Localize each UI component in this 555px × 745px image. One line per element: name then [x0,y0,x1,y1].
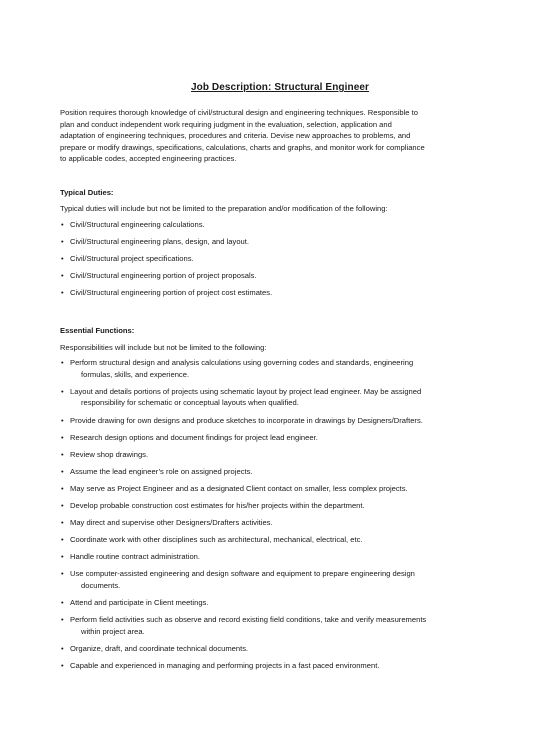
bullet-icon: • [61,358,64,368]
typical-duties-intro: Typical duties will include but not be limited to the preparation and/or modification of the following: [60,204,388,213]
list-item-text: Perform structural design and analysis calculations using governing codes and standards, engineering [70,358,414,368]
typical-duties-list [60,219,500,299]
list-item-text: Civil/Structural engineering portion of project proposals. [70,270,257,280]
list-item-text: Coordinate work with other disciplines such as architectural, mechanical, electrical, etc. [70,535,363,545]
list-item-text: Civil/Structural engineering plans, design, and layout. [70,236,249,246]
typical-duties-heading: Typical Duties: [60,187,114,197]
list-item-text: Handle routine contract administration. [70,552,201,562]
intro-paragraph [60,107,500,165]
bullet-icon: • [61,466,64,476]
list-item-continuation: responsibility for schematic or conceptual layouts when qualified. [81,398,299,408]
bullet-icon: • [61,552,64,562]
essential-functions-list [60,357,500,671]
list-item-text: Review shop drawings. [70,449,149,459]
list-item [60,551,500,563]
intro-line: Position requires thorough knowledge of civil/structural design and engineering techniques. Responsible to [60,108,418,117]
bullet-icon: • [61,643,64,653]
bullet-icon: • [61,615,64,625]
bullet-icon: • [61,569,64,579]
bullet-icon: • [61,535,64,545]
list-item [60,568,500,591]
list-item-continuation: within project area. [81,626,145,636]
bullet-icon: • [61,219,64,229]
list-item [60,386,500,409]
intro-line: adaptation of engineering techniques, procedures and criteria. Devise new approaches to problems, and [60,131,411,140]
list-item [60,219,500,231]
list-item-text: Layout and details portions of projects using schematic layout by project lead engineer. May be assigned [70,386,422,396]
list-item-text: Provide drawing for own designs and produce sketches to incorporate in drawings by Designers/Drafters. [70,415,423,425]
list-item [60,534,500,546]
list-item [60,643,500,655]
bullet-icon: • [61,518,64,528]
page-title: Job Description: Structural Engineer [190,82,370,93]
bullet-icon: • [61,386,64,396]
bullet-icon: • [61,432,64,442]
list-item-text: Civil/Structural project specifications. [70,253,194,263]
essential-functions-intro: Responsibilities will include but not be limited to the following: [60,342,267,352]
list-item [60,432,500,444]
list-item [60,597,500,609]
list-item [60,466,500,478]
document-page [60,82,500,677]
list-item-text: Assume the lead engineer’s role on assigned projects. [70,466,253,476]
essential-functions-heading: Essential Functions: [60,326,135,336]
list-item [60,236,500,248]
list-item-text: Use computer-assisted engineering and design software and equipment to prepare engineering design [70,569,415,579]
list-item [60,614,500,637]
list-item [60,415,500,427]
list-item [60,270,500,282]
bullet-icon: • [61,236,64,246]
intro-line: prepare or modify drawings, specifications, calculations, charts and graphs, and monitor work for compliance [60,142,425,152]
bullet-icon: • [61,660,64,670]
intro-line: to applicable codes, accepted engineering practices. [60,154,237,163]
list-item-text: Develop probable construction cost estimates for his/her projects within the department. [70,501,365,511]
list-item-text: Organize, draft, and coordinate technical documents. [70,643,249,653]
list-item-text: Capable and experienced in managing and performing projects in a fast paced environment. [70,660,380,670]
bullet-icon: • [61,287,64,297]
list-item-continuation: formulas, skills, and experience. [81,369,190,379]
list-item-text: May serve as Project Engineer and as a designated Client contact on smaller, less complex projects. [70,483,408,493]
list-item [60,660,500,672]
list-item [60,500,500,512]
list-item-text: Attend and participate in Client meetings. [70,598,209,607]
bullet-icon: • [61,483,64,493]
list-item-text: Perform field activities such as observe and record existing field conditions, take and verify measurements [70,615,427,625]
bullet-icon: • [61,415,64,425]
bullet-icon: • [61,598,64,607]
list-item-text: Research design options and document findings for project lead engineer. [70,432,318,442]
list-item [60,287,500,299]
bullet-icon: • [61,253,64,263]
list-item [60,449,500,461]
bullet-icon: • [61,501,64,511]
list-item-continuation: documents. [81,580,121,590]
list-item-text: Civil/Structural engineering portion of project cost estimates. [70,287,273,297]
list-item [60,357,500,380]
list-item [60,517,500,529]
list-item [60,253,500,265]
bullet-icon: • [61,449,64,459]
intro-line: plan and conduct independent work requiring judgment in the evaluation, selection, application and [60,119,392,129]
list-item-text: Civil/Structural engineering calculations. [70,219,205,229]
list-item-text: May direct and supervise other Designers/Drafters activities. [70,518,273,528]
bullet-icon: • [61,270,64,280]
list-item [60,483,500,495]
